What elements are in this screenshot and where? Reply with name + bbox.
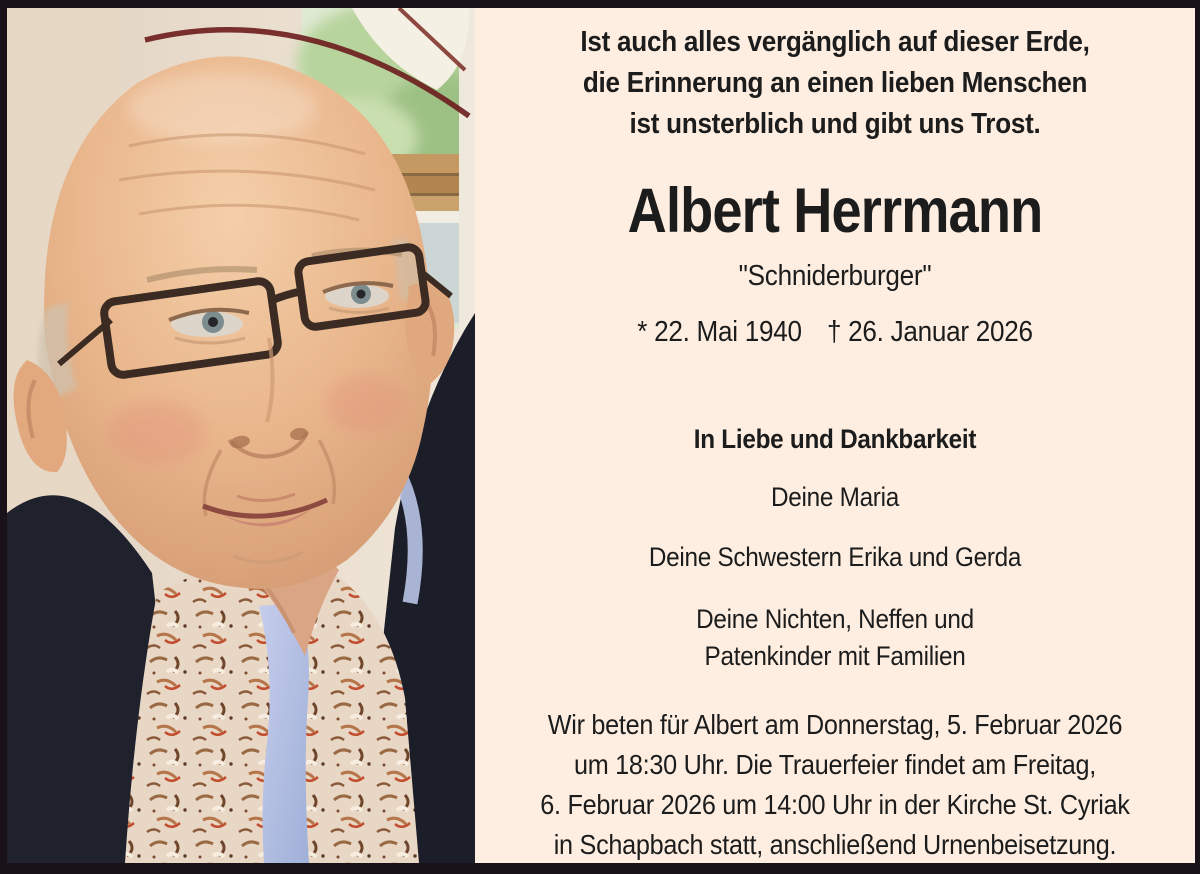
portrait-photo (7, 8, 475, 863)
tribute-heading: In Liebe und Dankbarkeit (693, 424, 977, 454)
deceased-name: Albert Herrmann (627, 176, 1043, 246)
mourner-sisters: Deine Schwestern Erika und Gerda (648, 542, 1022, 572)
service-line-4: in Schapbach statt, anschließend Urnenbeisetzung. (553, 829, 1117, 860)
verse-line-2: die Erinnerung an einen lieben Menschen (582, 67, 1088, 99)
mourner-family (511, 601, 1159, 675)
life-dates (511, 315, 1159, 349)
memorial-verse (511, 22, 1159, 145)
mourner-family-line-2: Patenkinder mit Familien (704, 641, 966, 671)
death-date: † 26. Januar 2026 (826, 316, 1033, 348)
service-line-3: 6. Februar 2026 um 14:00 Uhr in der Kirche St. Cyriak (540, 789, 1130, 820)
mourner-wife: Deine Maria (770, 482, 900, 512)
verse-line-1: Ist auch alles vergänglich auf dieser Erde, (580, 26, 1090, 58)
portrait-illustration (7, 8, 475, 863)
nickname: "Schniderburger" (738, 260, 932, 292)
mourner-family-line-1: Deine Nichten, Neffen und (696, 604, 974, 634)
verse-line-3: ist unsterblich und gibt uns Trost. (629, 108, 1041, 140)
service-line-2: um 18:30 Uhr. Die Trauerfeier findet am Freitag, (573, 749, 1097, 780)
birth-date: * 22. Mai 1940 (637, 316, 802, 348)
service-line-1: Wir beten für Albert am Donnerstag, 5. Februar 2026 (547, 709, 1123, 740)
notice-panel (475, 8, 1195, 863)
service-information (511, 705, 1159, 863)
